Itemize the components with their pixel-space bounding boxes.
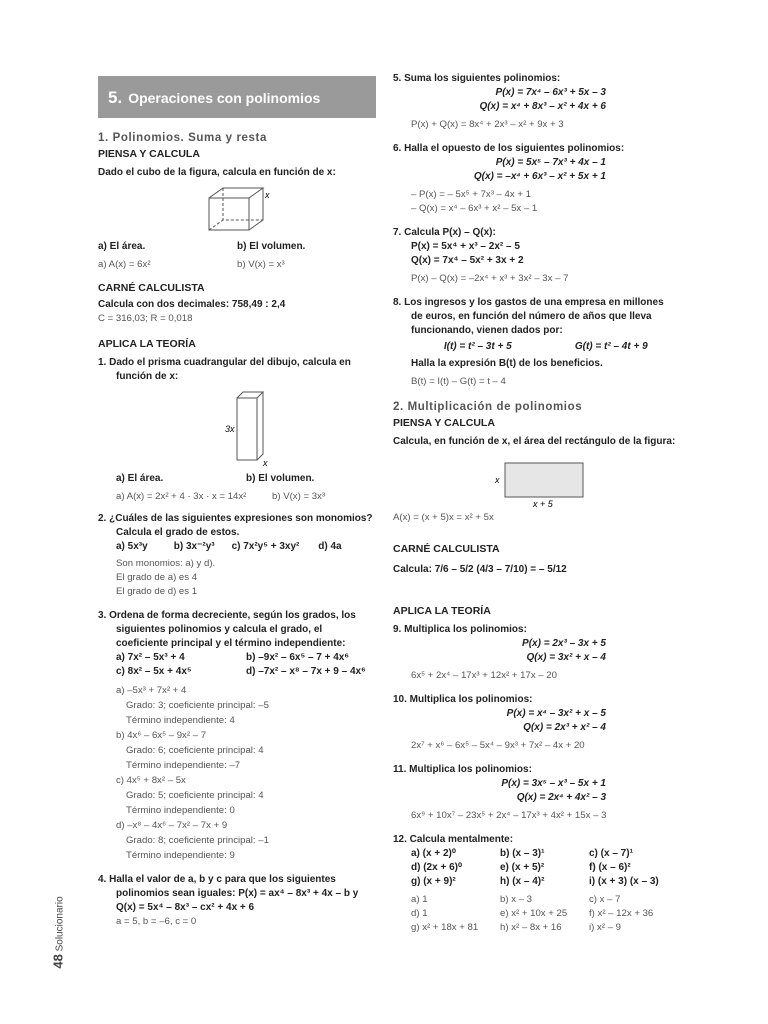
option: c) 7x²y⁵ + 3xy² — [231, 541, 300, 552]
question: Calcula, en función de x, el área del rectángulo de la figura: — [393, 436, 676, 447]
cube-figure — [197, 184, 277, 236]
polynomial-p: P(x) = 7x⁴ – 6x³ + 5x – 3 — [495, 87, 606, 98]
answer-line: El grado de a) es 4 — [116, 572, 198, 583]
answer-a: a) A(x) = 2x² + 4 · 3x · x = 14x² — [116, 491, 247, 502]
answer: d) 1 — [411, 908, 428, 919]
opt-b: b) El volumen. — [246, 473, 315, 484]
page-footer — [52, 895, 72, 975]
calc-label: Calcula: — [393, 564, 432, 575]
option: d) –7x² – x⁸ – 7x + 9 – 4x⁶ — [246, 666, 366, 677]
exercise-4: 4. Halla el valor de a, b y c para que los siguientes polinomios sean iguales: P(x) = ax⁴ – 8x³ + 4x – b y Q(x) = 5x⁴ – 8x³ – cx² + 4x + 6 — [98, 874, 359, 913]
answer: a = 5, b = –6, c = 0 — [116, 916, 197, 927]
option: f) (x – 6)² — [589, 862, 631, 873]
aplica-heading: APLICA LA TEORÍA — [393, 605, 491, 617]
piensa-heading: PIENSA Y CALCULA — [98, 148, 200, 160]
prism-label-3x: 3x — [225, 424, 235, 434]
answer: b) x – 3 — [500, 894, 532, 905]
answer-line: Término independiente: –7 — [126, 760, 241, 771]
answer: – Q(x) = x⁴ – 6x³ + x² – 5x – 1 — [411, 203, 538, 214]
polynomial-p: P(x) = 2x³ – 3x + 5 — [522, 638, 606, 649]
exercise-8: 8. Los ingresos y los gastos de una empresa en millones de euros, en función del número de años que lleva funcionando, vienen dados por: — [393, 297, 664, 336]
option: d) 4a — [318, 541, 342, 552]
calc-expression: 7/6 – 5/2 (4/3 – 7/10) = – 5/12 — [434, 564, 567, 575]
page-number: 48 — [50, 954, 66, 969]
carne-question: Calcula con dos decimales: 758,49 : 2,4 — [98, 299, 286, 310]
carne-answer: C = 316,03; R = 0,018 — [98, 313, 193, 324]
answer: f) x² – 12x + 36 — [589, 908, 654, 919]
polynomial-q: Q(x) = 2x⁴ + 4x² – 3 — [516, 792, 606, 803]
polynomial-q: Q(x) = –x⁴ + 6x³ – x² + 5x + 1 — [473, 171, 606, 182]
answer-line: b) 4x⁶ – 6x⁵ – 9x² – 7 — [116, 730, 207, 741]
polynomial-p: P(x) = x⁴ – 3x² + x – 5 — [506, 708, 606, 719]
answer-line: Grado: 8; coeficiente principal: –1 — [126, 835, 269, 846]
question: Dado el cubo de la figura, calcula en función de x: — [98, 167, 336, 178]
answer: A(x) = (x + 5)x = x² + 5x — [393, 512, 494, 523]
rect-label-x5: x + 5 — [532, 499, 553, 507]
answer: P(x) – Q(x) = –2x⁴ + x³ + 3x² – 3x – 7 — [411, 273, 569, 284]
polynomial-q: Q(x) = 7x⁴ – 5x² + 3x + 2 — [411, 255, 524, 266]
answer-line: Término independiente: 4 — [126, 715, 235, 726]
carne-heading: CARNÉ CALCULISTA — [98, 282, 205, 294]
answer-line: Son monomios: a) y d). — [116, 558, 216, 569]
section-title: 1. Polinomios. Suma y resta — [98, 132, 267, 144]
exercise-5: 5. Suma los siguientes polinomios: — [393, 73, 561, 84]
exercise-6: 6. Halla el opuesto de los siguientes polinomios: — [393, 143, 625, 154]
answer-line: a) –5x³ + 7x² + 4 — [116, 685, 187, 696]
exercise-2: 2. ¿Cuáles de las siguientes expresiones son monomios? Calcula el grado de estos. — [98, 513, 373, 538]
answer-line: Grado: 3; coeficiente principal: –5 — [126, 700, 269, 711]
polynomial-p: P(x) = 5x⁴ + x³ – 2x² – 5 — [411, 241, 520, 252]
polynomial-q: Q(x) = 3x² + x – 4 — [526, 652, 606, 663]
answer-line: Grado: 6; coeficiente principal: 4 — [126, 745, 264, 756]
option: i) (x + 3) (x – 3) — [589, 876, 659, 887]
income-function: I(t) = t² – 3t + 5 — [443, 341, 512, 352]
answer-line: d) –x⁸ – 4x⁶ – 7x² – 7x + 9 — [116, 820, 228, 831]
question: Halla la expresión B(t) de los beneficios. — [411, 358, 603, 369]
answer: – P(x) = – 5x⁵ + 7x³ – 4x + 1 — [411, 189, 531, 200]
prism-label-x: x — [263, 458, 268, 468]
answer: a) 1 — [411, 894, 428, 905]
opt-a: a) El área. — [116, 473, 164, 484]
answer-line: Término independiente: 0 — [126, 805, 235, 816]
option: h) (x – 4)² — [500, 876, 545, 887]
answer: 6x⁹ + 10x⁷ – 23x⁵ + 2x⁴ – 17x³ + 4x² + 15x – 3 — [411, 810, 607, 821]
answer-line: c) 4x⁵ + 8x² – 5x — [116, 775, 186, 786]
option: a) 5x³y — [116, 541, 148, 552]
exercise-11: 11. Multiplica los polinomios: — [393, 764, 532, 775]
option: c) (x – 7)¹ — [589, 848, 633, 859]
option: e) (x + 5)² — [500, 862, 545, 873]
exercise-3: 3. Ordena de forma decreciente, según los grados, los siguientes polinomios y calcula el grado, el coeficiente principal y el término independiente: — [98, 610, 356, 649]
cube-label-x: x — [265, 190, 270, 200]
aplica-heading: APLICA LA TEORÍA — [98, 338, 196, 350]
option: d) (2x + 6)⁰ — [411, 862, 462, 873]
polynomial-q: Q(x) = x⁴ + 8x³ – x² + 4x + 6 — [479, 101, 606, 112]
answer: i) x² – 9 — [589, 922, 621, 933]
exercise-10: 10. Multiplica los polinomios: — [393, 694, 533, 705]
answer-a: a) A(x) = 6x² — [98, 259, 151, 270]
answer: 6x⁵ + 2x⁴ – 17x³ + 12x² + 17x – 20 — [411, 670, 557, 681]
expense-function: G(t) = t² – 4t + 9 — [574, 341, 648, 352]
answer: g) x² + 18x + 81 — [411, 922, 479, 933]
footer-label: Solucionario — [54, 896, 66, 952]
answer-b: b) V(x) = 3x³ — [272, 491, 326, 502]
chapter-number: 5. — [108, 88, 123, 107]
answer: c) x – 7 — [589, 894, 621, 905]
piensa-heading: PIENSA Y CALCULA — [393, 417, 495, 429]
opt-a: a) El área. — [98, 241, 146, 252]
chapter-header — [98, 76, 376, 118]
exercise-12: 12. Calcula mentalmente: — [393, 834, 514, 845]
exercise-7: 7. Calcula P(x) – Q(x): — [393, 227, 496, 238]
exercise-9: 9. Multiplica los polinomios: — [393, 624, 527, 635]
answer: e) x² + 10x + 25 — [500, 908, 568, 919]
option: b) 3x⁻²y³ — [173, 541, 215, 552]
prism-figure — [197, 388, 277, 468]
rectangle-figure — [481, 457, 591, 507]
opt-b: b) El volumen. — [237, 241, 306, 252]
option: a) (x + 2)⁰ — [411, 848, 456, 859]
answer-b: b) V(x) = x³ — [237, 259, 285, 270]
left-column — [98, 72, 376, 929]
answer-line: Grado: 5; coeficiente principal: 4 — [126, 790, 264, 801]
option: b) –9x² – 6x⁵ – 7 + 4x⁶ — [246, 652, 349, 663]
section-title: 2. Multiplicación de polinomios — [393, 401, 583, 413]
option: c) 8x² – 5x + 4x⁵ — [116, 666, 192, 677]
exercise-1: 1. Dado el prisma cuadrangular del dibujo, calcula en función de x: — [98, 357, 351, 382]
option: g) (x + 9)² — [411, 876, 456, 887]
option: a) 7x² – 5x³ + 4 — [116, 652, 185, 663]
polynomial-p: P(x) = 3x⁵ – x³ – 5x + 1 — [501, 778, 606, 789]
chapter-title: Operaciones con polinomios — [128, 90, 321, 106]
answer-line: El grado de d) es 1 — [116, 586, 198, 597]
answer: h) x² – 8x + 16 — [500, 922, 562, 933]
answer: P(x) + Q(x) = 8x⁴ + 2x³ – x² + 9x + 3 — [411, 119, 564, 130]
answer-line: Término independiente: 9 — [126, 850, 235, 861]
carne-heading: CARNÉ CALCULISTA — [393, 543, 500, 555]
option: b) (x – 3)¹ — [500, 848, 545, 859]
polynomial-p: P(x) = 5x⁵ – 7x³ + 4x – 1 — [495, 157, 606, 168]
answer: B(t) = I(t) – G(t) = t – 4 — [411, 376, 506, 387]
right-column — [393, 72, 678, 935]
answer: 2x⁷ + x⁶ – 6x⁵ – 5x⁴ – 9x³ + 7x² – 4x + 20 — [411, 740, 585, 751]
rect-label-x: x — [494, 475, 499, 485]
polynomial-q: Q(x) = 2x³ + x² – 4 — [523, 722, 606, 733]
